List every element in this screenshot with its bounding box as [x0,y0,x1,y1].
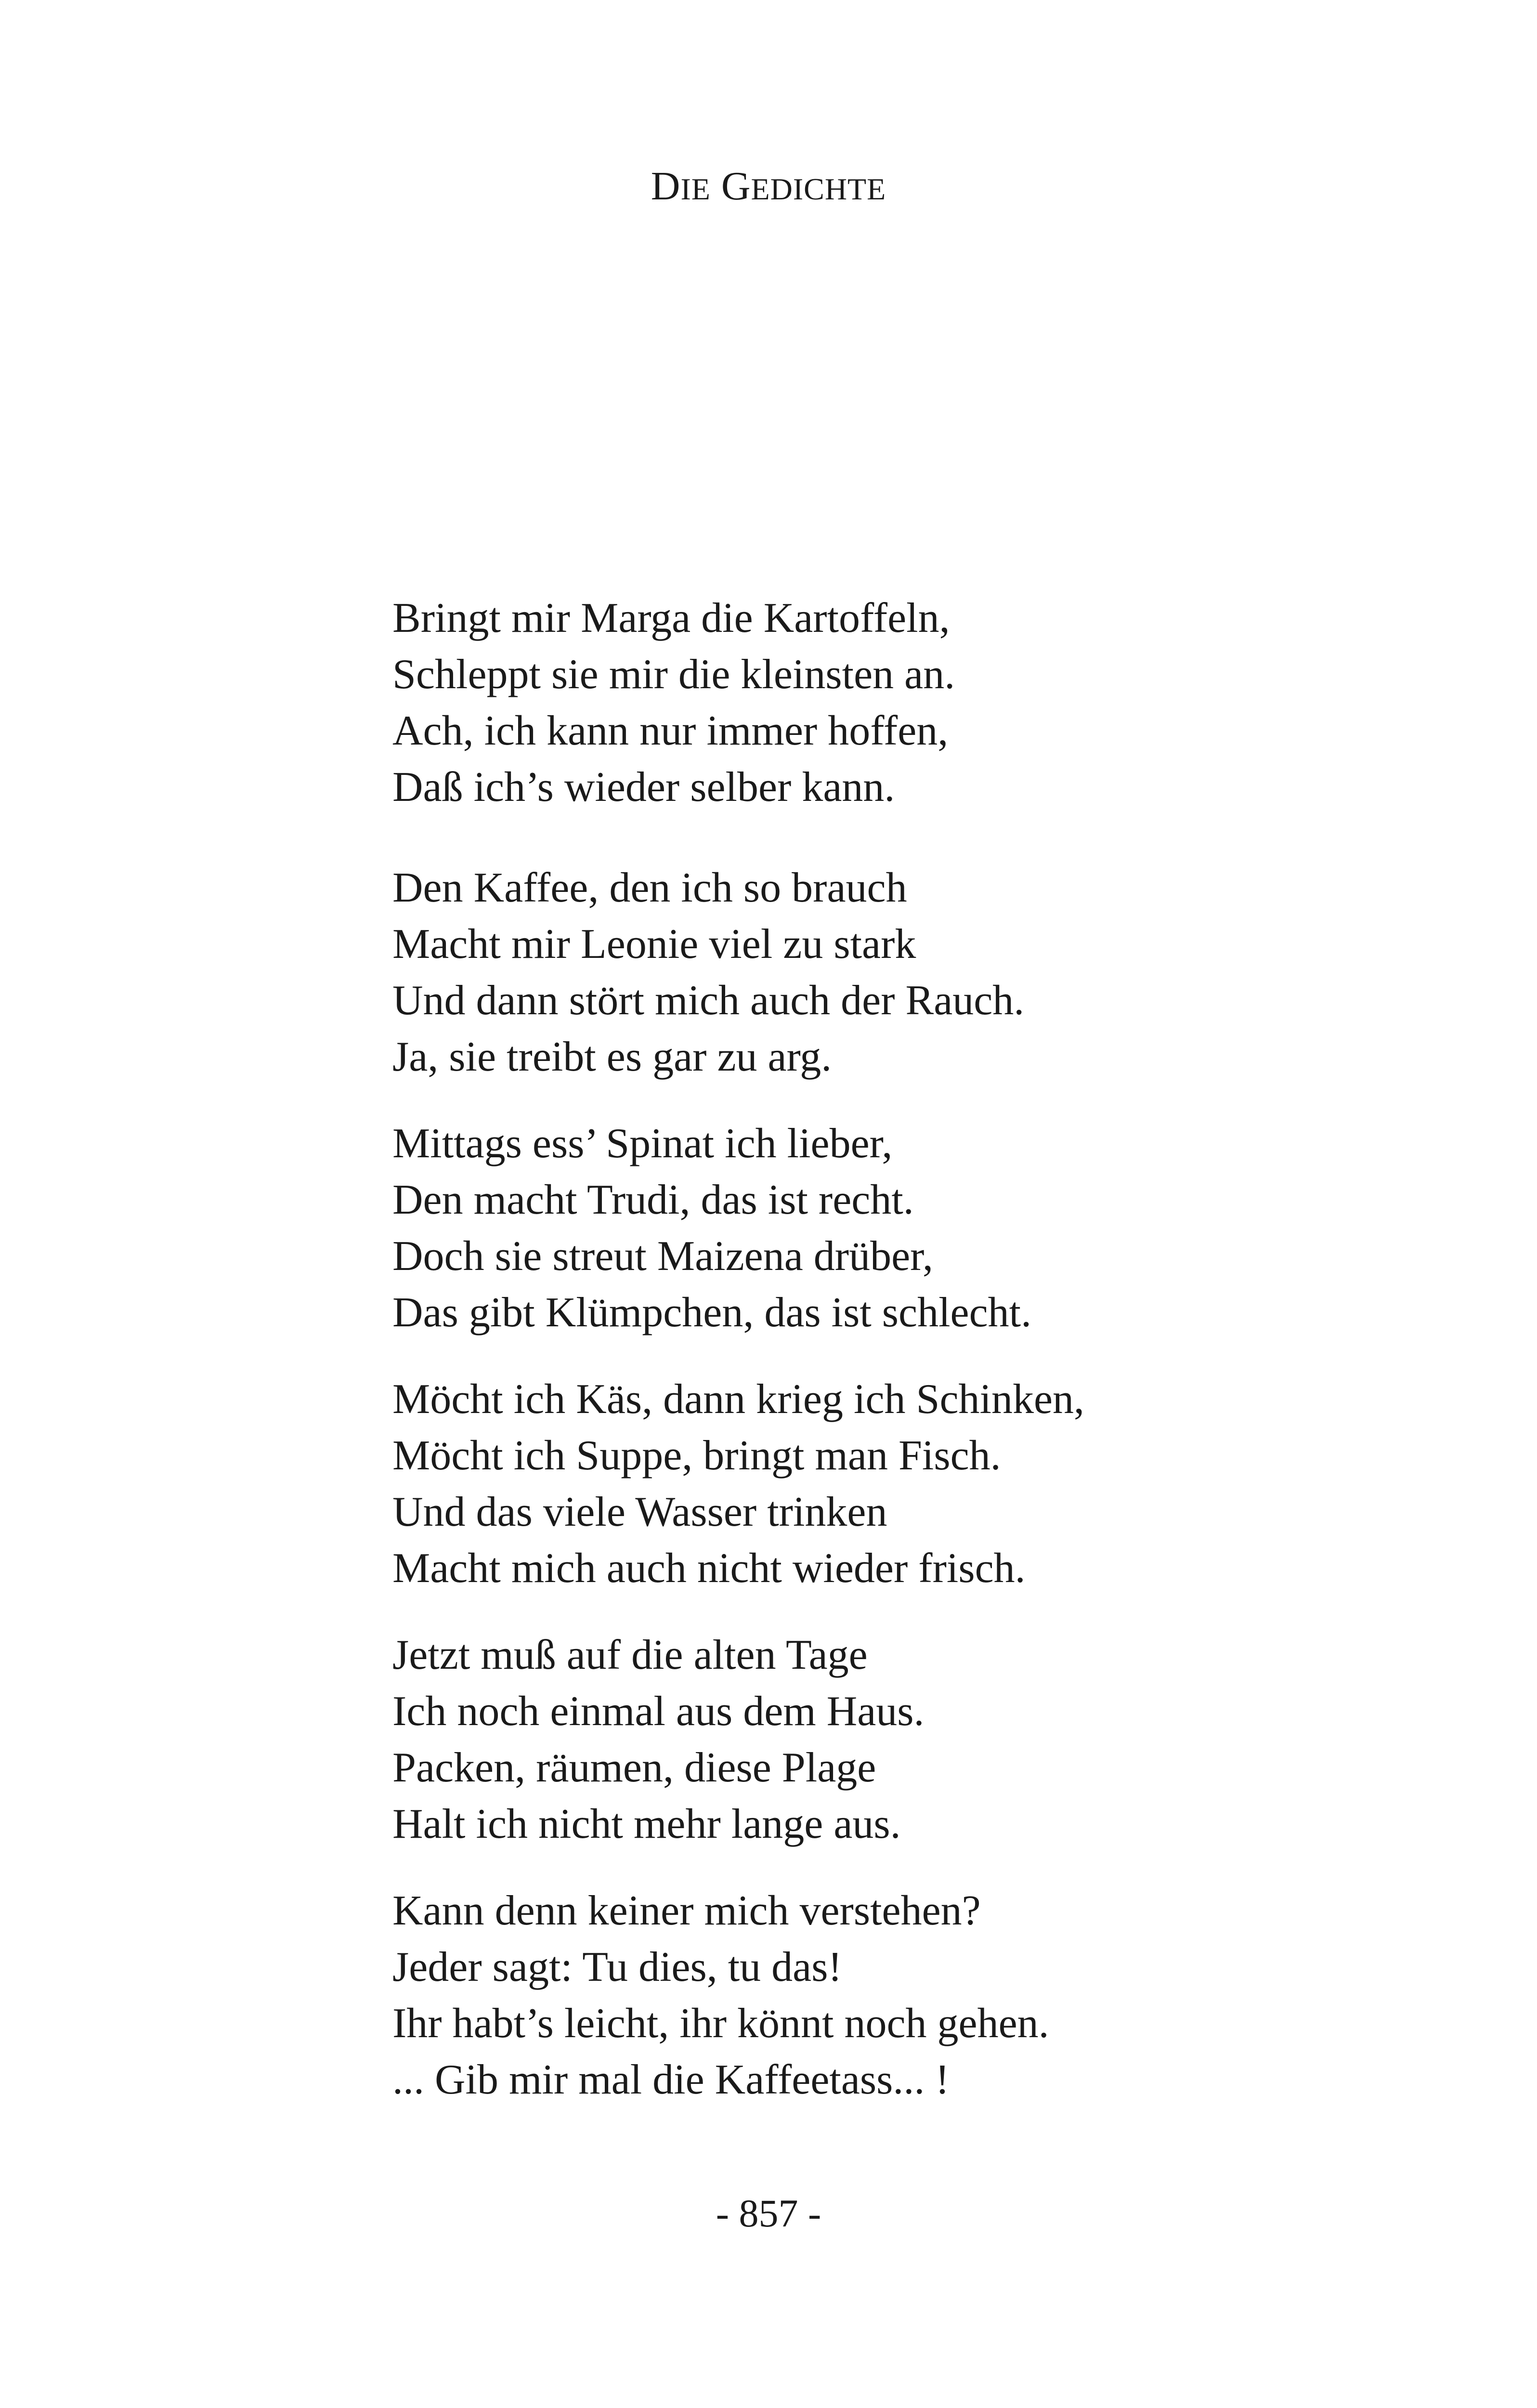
poem-line: Und das viele Wasser trinken [392,1489,887,1535]
stanza-gap [392,1341,1452,1371]
stanza-3 [392,1115,1452,1341]
running-head-cap: G [721,164,751,209]
poem-line: Den Kaffee, den ich so brauch [392,864,907,911]
running-head-rest: IE [680,172,711,206]
page-number: - 857 - [716,2191,821,2235]
running-head-word-1 [651,164,711,209]
poem-line: ... Gib mir mal die Kaffeetass... ! [392,2056,950,2103]
poem-line: Schleppt sie mir die kleinsten an. [392,651,955,698]
poem-line: Jetzt muß auf die alten Tage [392,1632,868,1678]
poem-line: Und dann stört mich auch der Rauch. [392,977,1025,1024]
stanza-1 [392,590,1452,815]
poem-line: Möcht ich Suppe, bringt man Fisch. [392,1432,1001,1479]
poem-line: Möcht ich Käs, dann krieg ich Schinken, [392,1376,1085,1423]
stanza-gap [392,815,1452,860]
poem-line: Halt ich nicht mehr lange aus. [392,1801,901,1847]
poem [392,590,1452,2108]
poem-line: Ich noch einmal aus dem Haus. [392,1688,925,1735]
running-head [0,166,1537,207]
poem-line: Ihr habt’s leicht, ihr könnt noch gehen. [392,2000,1049,2047]
poem-line: Ach, ich kann nur immer hoffen, [392,707,949,754]
stanza-gap [392,1085,1452,1115]
running-head-cap: D [651,164,681,209]
poem-line: Jeder sagt: Tu dies, tu das! [392,1944,842,1990]
stanza-gap [392,1597,1452,1627]
stanza-5 [392,1627,1452,1852]
poem-line: Mittags ess’ Spinat ich lieber, [392,1120,893,1167]
poem-line: Das gibt Klümpchen, das ist schlecht. [392,1289,1032,1336]
running-head-rest: EDICHTE [751,172,886,206]
poem-line: Macht mich auch nicht wieder frisch. [392,1545,1026,1592]
poem-line: Daß ich’s wieder selber kann. [392,764,895,811]
poem-line: Doch sie streut Maizena drüber, [392,1233,933,1280]
poem-line: Ja, sie treibt es gar zu arg. [392,1034,832,1080]
running-head-word-2 [721,164,886,209]
poem-line: Bringt mir Marga die Kartoffeln, [392,595,950,641]
stanza-gap [392,1852,1452,1883]
stanza-2 [392,860,1452,1085]
poem-line: Den macht Trudi, das ist recht. [392,1177,914,1223]
poem-line: Kann denn keiner mich verstehen? [392,1887,981,1934]
stanza-6 [392,1883,1452,2108]
poem-line: Macht mir Leonie viel zu stark [392,921,916,968]
stanza-4 [392,1371,1452,1597]
poem-line: Packen, räumen, diese Plage [392,1744,876,1791]
